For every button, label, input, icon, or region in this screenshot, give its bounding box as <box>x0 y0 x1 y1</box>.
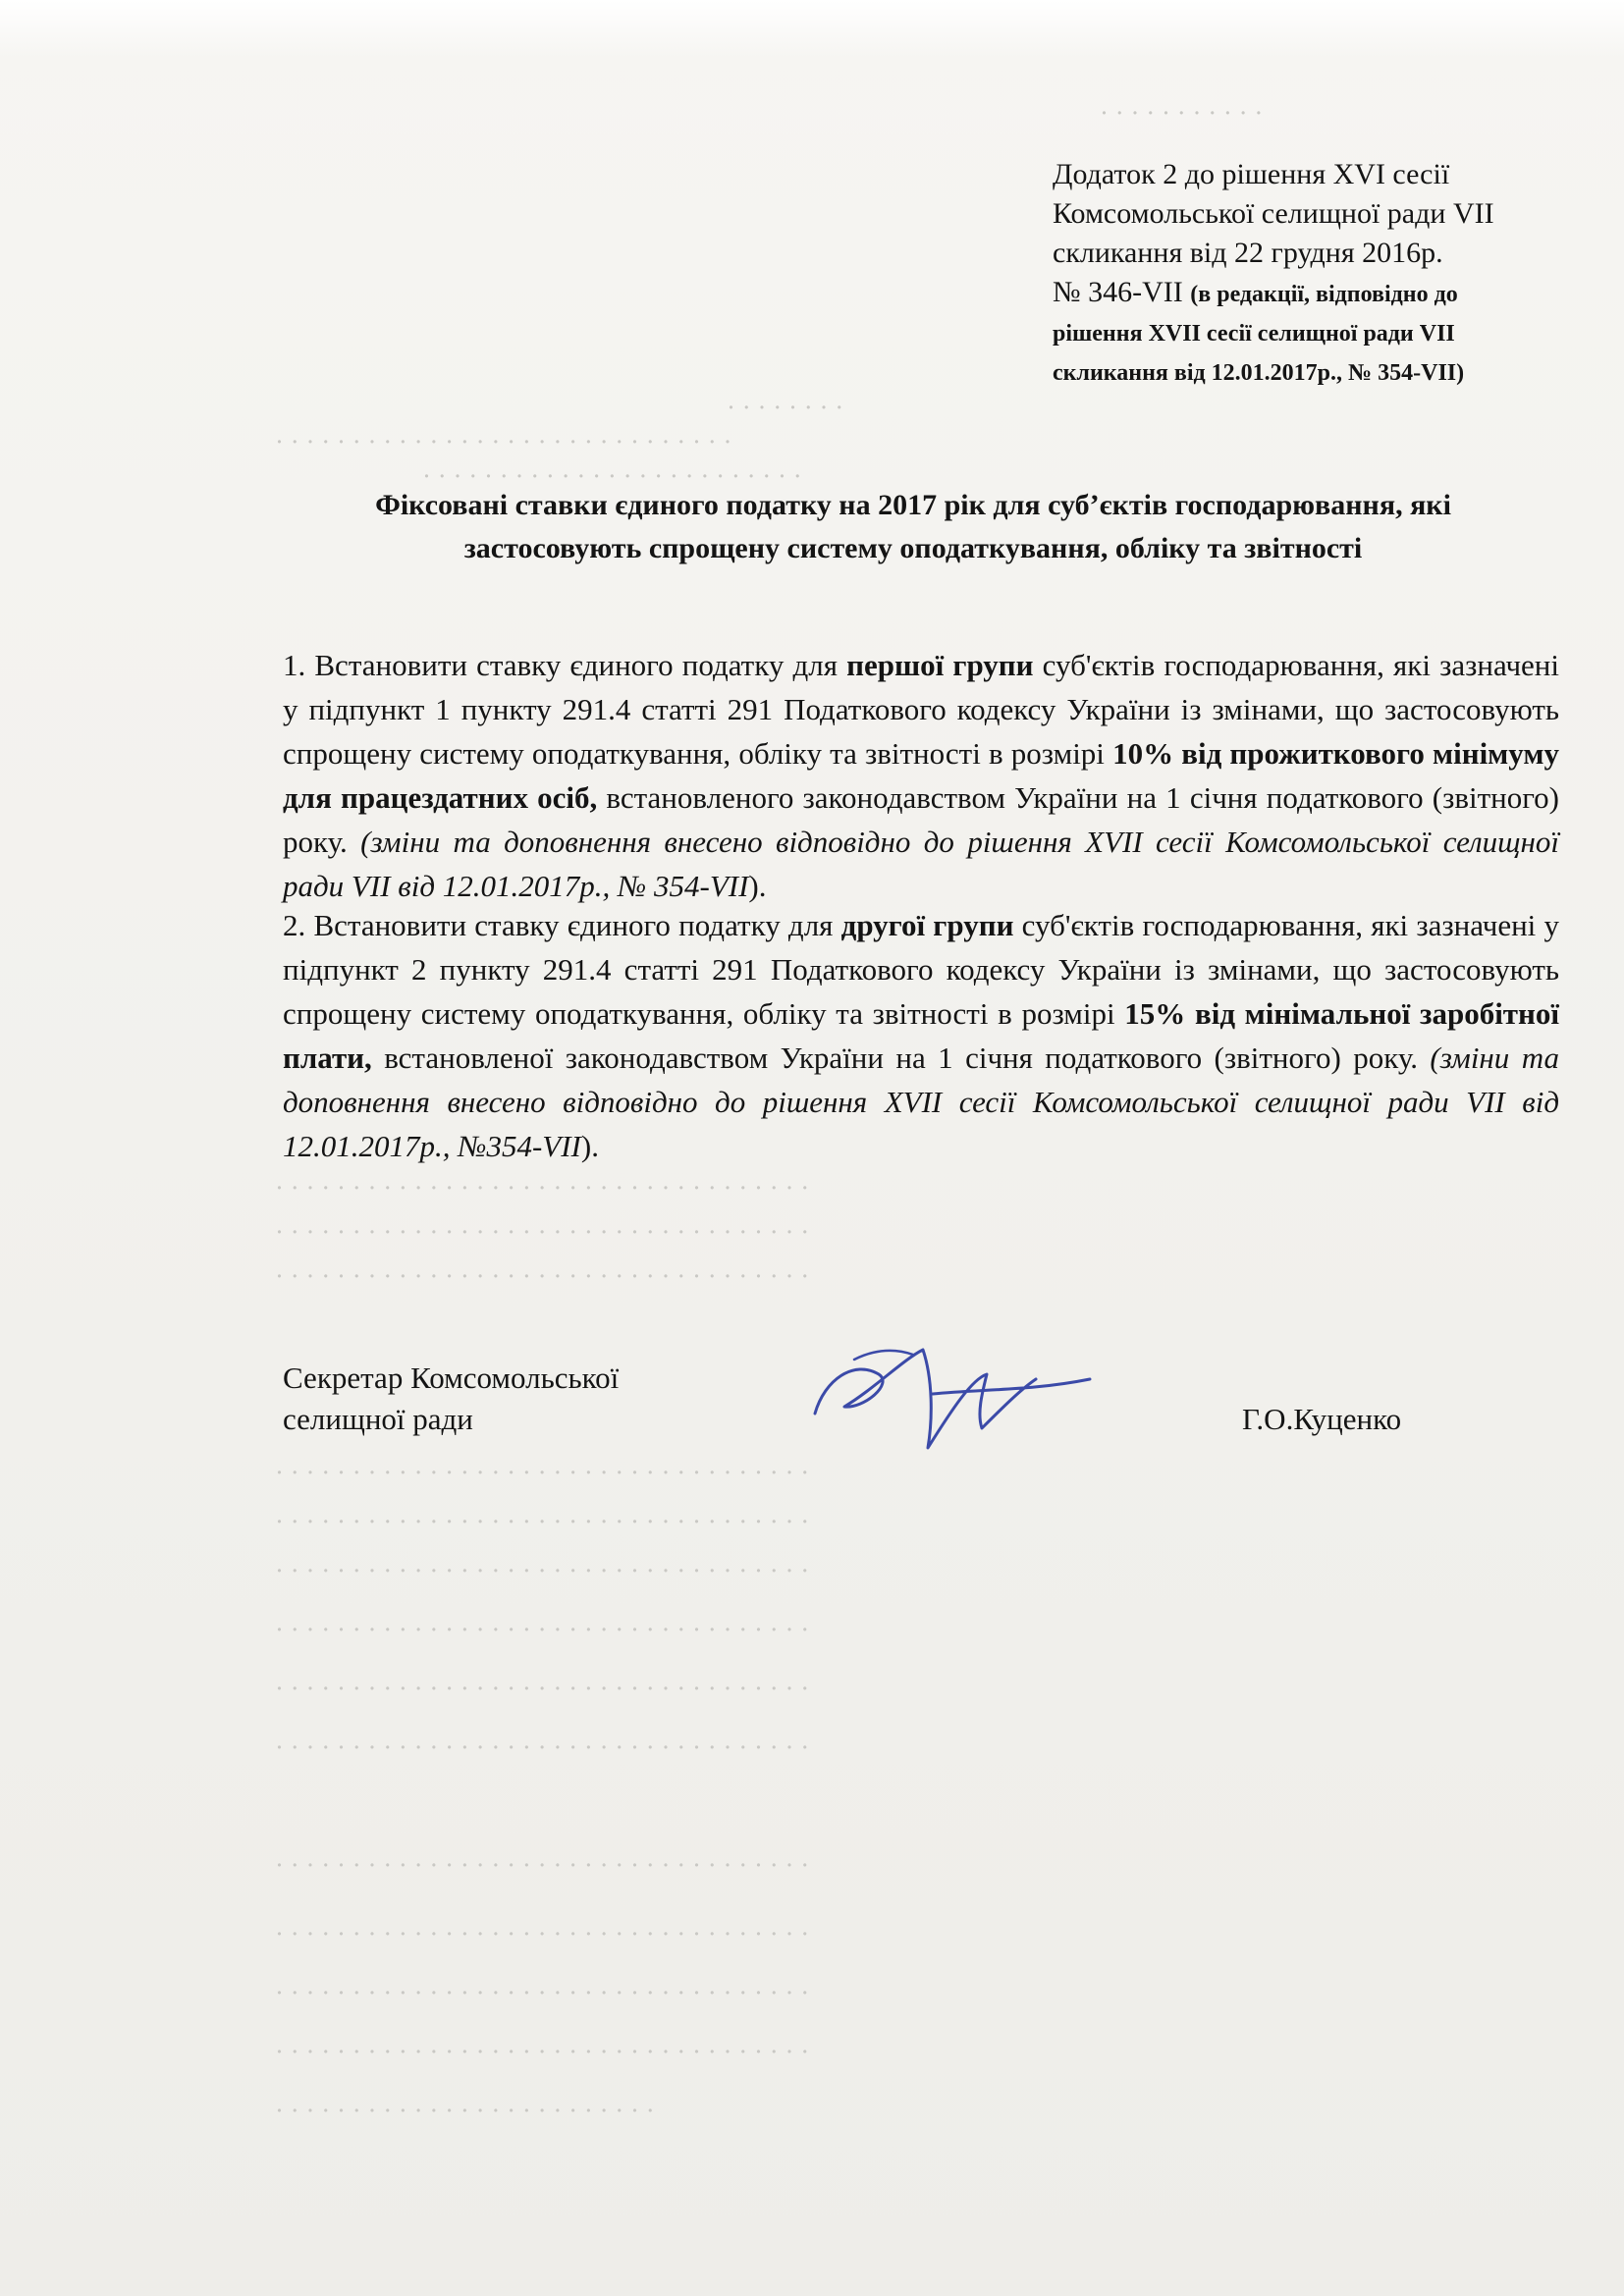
signatory-name: Г.О.Куценко <box>1242 1402 1402 1436</box>
header-line-4 <box>1053 273 1563 314</box>
header-line-3: скликання від 22 грудня 2016р. <box>1053 237 1443 269</box>
paragraph-second-group: 2. Встановити ставку єдиного податку для другої групи суб'єктів господарювання, які зазначені у підпункт 2 пункту 291.4 статті 291 Податкового кодексу України із змінами, що застосовують спрощену систему оподаткування, обліку та звітності в розмірі 15% від мінімальної заробітної плати, встановленої законодавством України на 1 січня податкового (звітного) року. (зміни та доповнення внесено відповідно до рішення XVII сесії Комсомольської селищної ради VII від 12.01.2017р., №354-VII). <box>283 908 1560 1163</box>
document-page: · · · · · · · · · · · · · · · · · · · · · · · · · · · · · · · · · · · · · · · · · · · · · · · · · · · · · · · · · · · · · · · · · · · · · · · · · · · · · · · · · · · · · · · · · · · · · · · · · · · · · · · · · · · · · · · · · · · · · · · · · · · · · · · · · · · · · · · · · · · · · · · · · · · · · · · · · · · · · · · · · · · · · · · · · · · · · · · · · · · · · · · · · · · · · · · · · · · · · · · · · · · · · · · · · · · · · · · · · · · · · · · · · · · · · · · · · · · · · · · · · · · · · · · · · · · · · · · · · · · · · · · · · · · · · · · · · · · · · · · · · · · · · · · · · · · · · · · · · · · · · · · · · · · · · · · · · · · · · · · · · · · · · · · · · · · · · · · · · · · · · · · · · · · · · · · · · · · · · · · · · · · · · · · · · · · · · · · · · · · · · · · · · · · · · · · · · · · · · · · · · · · · · · · · · · · · · · · · · · · · · · · · · · · · · · · · · · · · · · · · · · · · · · · · · · · · · · · · · · · · · · · · · · · · · · · · · · · · · · · · · · · · · · · · · · · · · · · · · · · · · · · · · · · · · · · · · · · · · · · · · · · · · · · · · · · · · · · · · · · · · · · · · · · · · · · · · · Додаток 2 до рішення XVI сесії Комсомольської селищної ради VII скликання від 22 грудня 2016р. № 346-VII (в редакції, відповідно до рішення XVII сесії селищної ради VII скликання від 12.01.2017р., № 354-VII) Фіксовані ставки єдиного податку на 2017 рік для суб’єктів господарювання, які застосовують спрощену систему оподаткування, обліку та звітності 1. Встановити ставку єдиного податку для першої групи суб'єктів господарювання, які зазначені у підпункт 1 пункту 291.4 статті 291 Податкового кодексу України із змінами, що застосовують спрощену систему оподаткування, обліку та звітності в розмірі 10% від прожиткового мінімуму для працездатних осіб, встановленого законодавством України на 1 січня податкового (звітного) року. (зміни та доповнення внесено відповідно до рішення XVII сесії Комсомольської селищної ради VII від 12.01.2017р., № 354-VII). 2. Встановити ставку єдиного податку для другої групи суб'єктів господарювання, які зазначені у підпункт 2 пункту 291.4 статті 291 Податкового кодексу України із змінами, що застосовують спрощену систему оподаткування, обліку та звітності в розмірі 15% від мінімальної заробітної плати, встановленої законодавством України на 1 січня податкового (звітного) року. (зміни та доповнення внесено відповідно до рішення XVII сесії Комсомольської селищної ради VII від 12.01.2017р., №354-VII). Секретар Комсомольської селищної ради Г.О.Куценко <box>0 0 1624 2296</box>
signatory-position: Секретар Комсомольської селищної ради <box>283 1361 620 1436</box>
edition-note-start: (в редакції, відповідно до <box>1190 282 1458 307</box>
decision-number: № 346-VII <box>1053 276 1183 308</box>
paragraph-first-group: 1. Встановити ставку єдиного податку для першої групи суб'єктів господарювання, які зазначені у підпункт 1 пункту 291.4 статті 291 Податкового кодексу України із змінами, що застосовують спрощену систему оподаткування, обліку та звітності в розмірі 10% від прожиткового мінімуму для працездатних осіб, встановленого законодавством України на 1 січня податкового (звітного) року. (зміни та доповнення внесено відповідно до рішення XVII сесії Комсомольської селищної ради VII від 12.01.2017р., № 354-VII). <box>283 648 1560 903</box>
edition-note-middle: рішення XVII сесії селищної ради VII <box>1053 321 1455 347</box>
title-line-2: застосовують спрощену систему оподаткування, обліку та звітності <box>463 532 1363 564</box>
document-title <box>295 484 1532 570</box>
title-line-1: Фіксовані ставки єдиного податку на 2017 рік для суб’єктів господарювання, які <box>375 489 1451 521</box>
page-top-edge <box>0 0 1624 59</box>
handwritten-signature <box>785 1320 1110 1468</box>
edition-note-end: скликання від 12.01.2017р., № 354-VII) <box>1053 360 1465 386</box>
header-line-2: Комсомольської селищної ради VII <box>1053 197 1494 230</box>
header-line-1: Додаток 2 до рішення XVI сесії <box>1053 158 1450 190</box>
appendix-header <box>1053 155 1563 393</box>
